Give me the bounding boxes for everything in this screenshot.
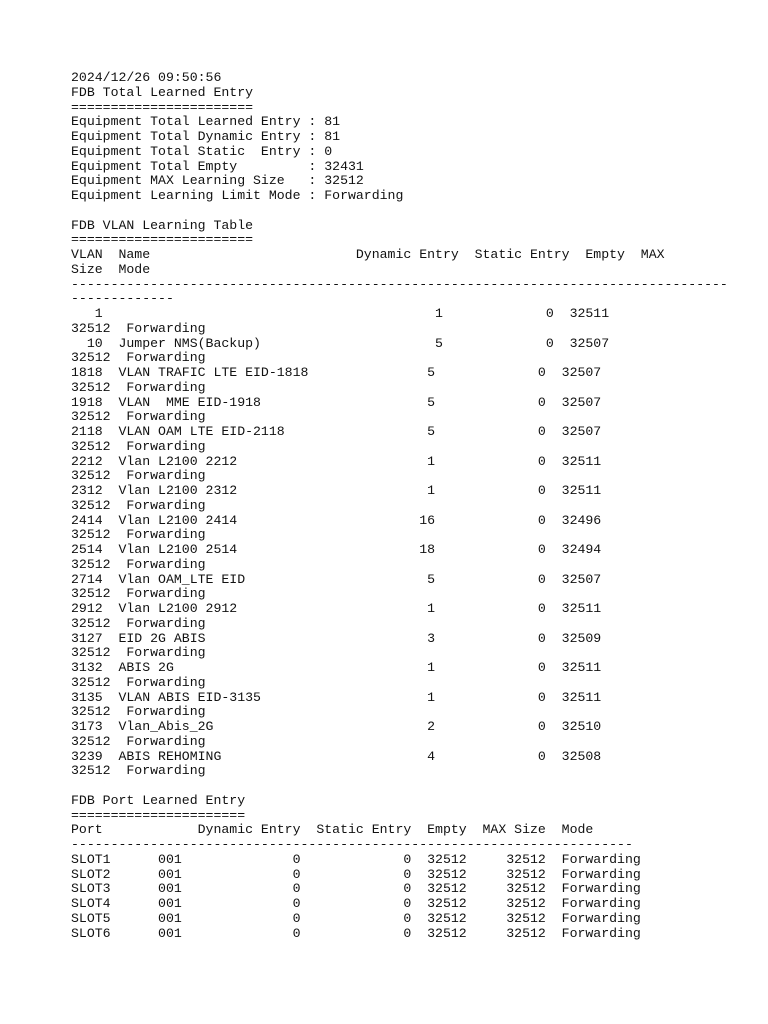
total-section-separator: ======================= xyxy=(71,99,254,115)
vlan-row-continuation: 32512 Forwarding xyxy=(71,586,206,602)
port-row: SLOT3 001 0 0 32512 32512 Forwarding xyxy=(71,881,641,897)
vlan-row-continuation: 32512 Forwarding xyxy=(71,733,206,749)
vlan-row: 1818 VLAN TRAFIC LTE EID-1818 5 0 32507 xyxy=(71,365,602,380)
vlan-row-continuation: 32512 Forwarding xyxy=(71,468,206,484)
vlan-row-continuation: 32512 Forwarding xyxy=(71,497,206,513)
vlan-row: 10 Jumper NMS(Backup) 5 0 32507 xyxy=(71,335,610,351)
total-line: Equipment Total Empty : 32431 xyxy=(71,158,364,174)
vlan-row-continuation: 32512 Forwarding xyxy=(71,763,206,779)
port-section-title: FDB Port Learned Entry xyxy=(71,792,246,808)
vlan-row-continuation: 32512 Forwarding xyxy=(71,556,206,572)
vlan-row-continuation: 32512 Forwarding xyxy=(71,645,206,661)
vlan-row-continuation: 32512 Forwarding xyxy=(71,320,206,336)
vlan-table-rule: ------------- xyxy=(71,291,174,307)
port-row: SLOT4 001 0 0 32512 32512 Forwarding xyxy=(71,896,641,911)
vlan-row: 2912 Vlan L2100 2912 1 0 32511 xyxy=(71,601,602,616)
port-row: SLOT5 001 0 0 32512 32512 Forwarding xyxy=(71,910,641,926)
vlan-row: 3132 ABIS 2G 1 0 32511 xyxy=(71,660,602,675)
vlan-table-header: VLAN Name Dynamic Entry Static Entry Empty MAX xyxy=(71,247,665,262)
port-table-header: Port Dynamic Entry Static Entry Empty MAX Size Mode xyxy=(71,822,594,838)
total-line: Equipment Learning Limit Mode : Forwarding xyxy=(71,188,404,203)
vlan-row-continuation: 32512 Forwarding xyxy=(71,379,206,395)
vlan-row: 2414 Vlan L2100 2414 16 0 32496 xyxy=(71,512,602,528)
vlan-row: 3135 VLAN ABIS EID-3135 1 0 32511 xyxy=(71,689,602,705)
vlan-row: 3173 Vlan_Abis_2G 2 0 32510 xyxy=(71,719,602,734)
vlan-row: 1 1 0 32511 xyxy=(71,306,610,321)
vlan-row: 2514 Vlan L2100 2514 18 0 32494 xyxy=(71,542,602,557)
vlan-row-continuation: 32512 Forwarding xyxy=(71,615,206,631)
port-row: SLOT1 001 0 0 32512 32512 Forwarding xyxy=(71,851,641,867)
vlan-row-continuation: 32512 Forwarding xyxy=(71,409,206,425)
vlan-row: 3127 EID 2G ABIS 3 0 32509 xyxy=(71,630,602,646)
vlan-section-separator: ======================= xyxy=(71,232,254,248)
total-line: Equipment Total Learned Entry : 81 xyxy=(71,114,341,130)
document-page xyxy=(71,71,768,941)
vlan-row: 2212 Vlan L2100 2212 1 0 32511 xyxy=(71,453,602,469)
total-line: Equipment MAX Learning Size : 32512 xyxy=(71,173,364,189)
vlan-table-rule: ----------------------------------------------------------------------------------- xyxy=(71,276,728,292)
port-table-rule: ----------------------------------------------------------------------- xyxy=(71,837,633,852)
vlan-row-continuation: 32512 Forwarding xyxy=(71,674,206,690)
port-row: SLOT2 001 0 0 32512 32512 Forwarding xyxy=(71,866,641,882)
cli-output xyxy=(71,71,768,941)
port-section-separator: ====================== xyxy=(71,807,246,823)
port-row: SLOT6 001 0 0 32512 32512 Forwarding xyxy=(71,925,641,941)
vlan-row-continuation: 32512 Forwarding xyxy=(71,438,206,454)
total-line: Equipment Total Dynamic Entry : 81 xyxy=(71,129,341,144)
total-section-title: FDB Total Learned Entry xyxy=(71,84,254,100)
blank-line xyxy=(71,779,768,794)
vlan-row: 2118 VLAN OAM LTE EID-2118 5 0 32507 xyxy=(71,424,602,439)
vlan-row: 1918 VLAN MME EID-1918 5 0 32507 xyxy=(71,394,602,410)
total-line: Equipment Total Static Entry : 0 xyxy=(71,143,333,159)
blank-line xyxy=(71,204,768,219)
vlan-row-continuation: 32512 Forwarding xyxy=(71,350,206,366)
vlan-row: 2312 Vlan L2100 2312 1 0 32511 xyxy=(71,483,602,498)
vlan-table-header: Size Mode xyxy=(71,261,151,277)
vlan-row-continuation: 32512 Forwarding xyxy=(71,704,206,720)
vlan-row: 2714 Vlan OAM_LTE EID 5 0 32507 xyxy=(71,571,602,587)
timestamp: 2024/12/26 09:50:56 xyxy=(71,70,222,85)
vlan-row: 3239 ABIS REHOMING 4 0 32508 xyxy=(71,748,602,764)
vlan-row-continuation: 32512 Forwarding xyxy=(71,527,206,543)
vlan-section-title: FDB VLAN Learning Table xyxy=(71,217,254,233)
